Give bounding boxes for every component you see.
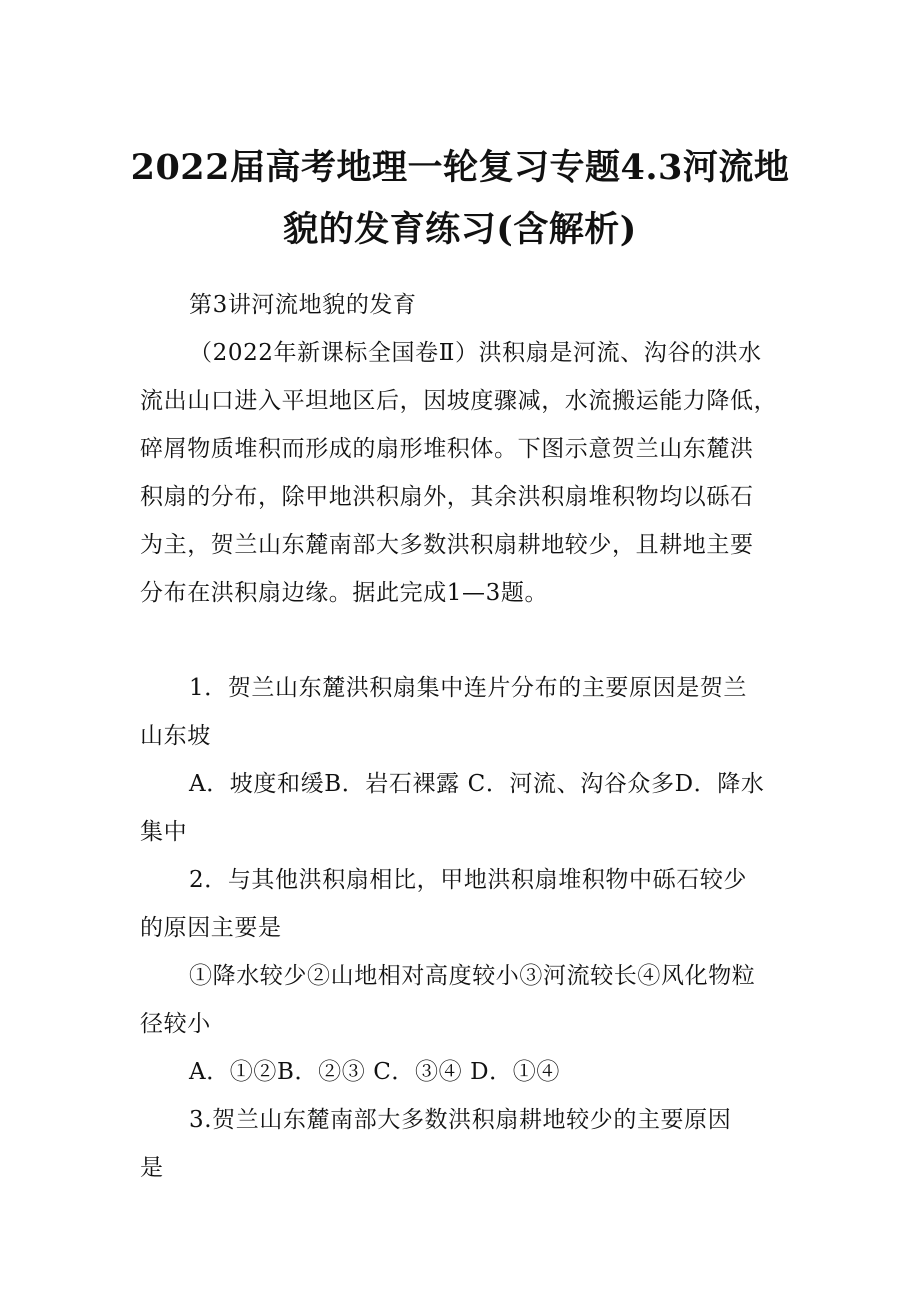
question-1-stem-cont: 山东坡	[140, 723, 211, 749]
intro-line: 积扇的分布，除甲地洪积扇外，其余洪积扇堆积物均以砾石	[140, 484, 754, 510]
intro-line: 为主，贺兰山东麓南部大多数洪积扇耕地较少，且耕地主要	[140, 532, 754, 558]
question-1-stem: 1．贺兰山东麓洪积扇集中连片分布的主要原因是贺兰	[189, 675, 748, 701]
document-title-line-1: 2022届高考地理一轮复习专题4.3河流地	[130, 147, 790, 188]
intro-line: （2022年新课标全国卷Ⅱ）洪积扇是河流、沟谷的洪水	[189, 340, 762, 366]
document-title-line-2: 貌的发育练习(含解析)	[283, 209, 637, 250]
intro-line: 流出山口进入平坦地区后，因坡度骤减，水流搬运能力降低，	[140, 388, 778, 414]
question-3-stem-cont: 是	[140, 1155, 164, 1181]
intro-line: 碎屑物质堆积而形成的扇形堆积体。下图示意贺兰山东麓洪	[140, 436, 754, 462]
question-2-stem-cont: 的原因主要是	[140, 915, 282, 941]
question-1-options: A．坡度和缓B．岩石裸露 C．河流、沟谷众多D．降水	[189, 771, 765, 797]
question-2-choices-cont: 径较小	[140, 1011, 211, 1037]
question-1-options-cont: 集中	[140, 819, 188, 845]
question-3-stem: 3.贺兰山东麓南部大多数洪积扇耕地较少的主要原因	[189, 1107, 732, 1133]
question-2-options: A．①②B．②③ C．③④ D．①④	[189, 1059, 560, 1085]
intro-line: 分布在洪积扇边缘。据此完成1—3题。	[140, 580, 549, 606]
section-heading: 第3讲河流地貌的发育	[189, 292, 417, 318]
question-2-choices: ①降水较少②山地相对高度较小③河流较长④风化物粒	[189, 963, 756, 989]
question-2-stem: 2．与其他洪积扇相比，甲地洪积扇堆积物中砾石较少	[189, 867, 748, 893]
